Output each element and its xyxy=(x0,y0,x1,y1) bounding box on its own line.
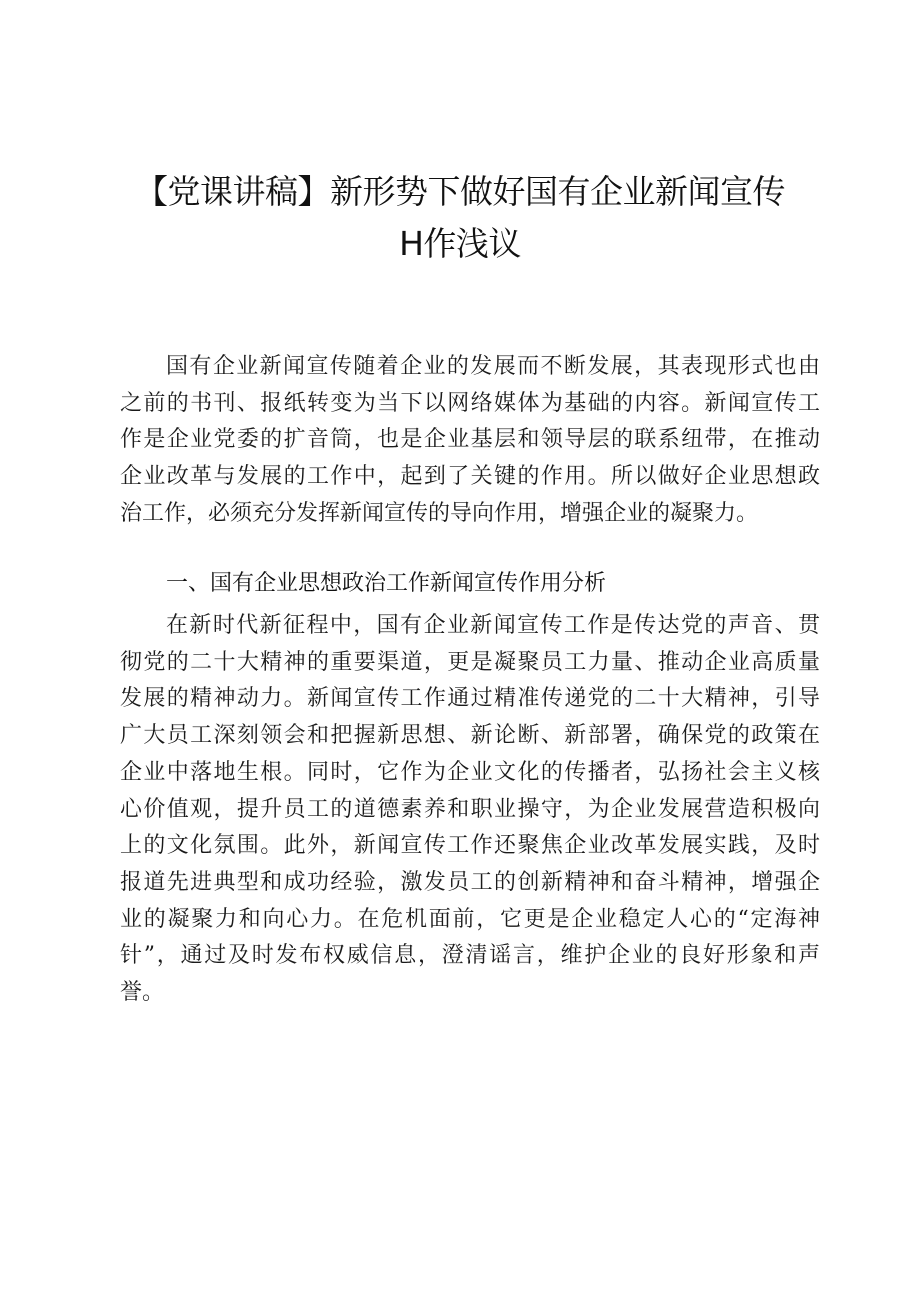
paragraph-line: 上的文化氛围。此外，新闻宣传工作还聚焦企业改革发展实践，及时 xyxy=(120,833,820,859)
document-title-line-2: H作浅议 xyxy=(399,224,521,263)
paragraph-line: 业的凝聚力和向心力。在危机面前，它更是企业稳定人心的“定海神 xyxy=(120,906,820,932)
paragraph-line: 企业中落地生根。同时，它作为企业文化的传播者，弘扬社会主义核 xyxy=(120,759,820,785)
paragraph-line: 心价值观，提升员工的道德素养和职业操守，为企业发展营造积极向 xyxy=(120,796,820,822)
paragraph-line: 针”，通过及时发布权威信息，澄清谣言，维护企业的良好形象和声 xyxy=(120,943,820,969)
paragraph-line: 发展的精神动力。新闻宣传工作通过精准传递党的二十大精神，引导 xyxy=(120,686,820,712)
document-title-line-1: 【党课讲稿】新形势下做好国有企业新闻宣传 xyxy=(135,172,785,211)
paragraph-line: 之前的书刊、报纸转变为当下以网络媒体为基础的内容。新闻宣传工 xyxy=(120,390,820,416)
paragraph-line: 企业改革与发展的工作中，起到了关键的作用。所以做好企业思想政 xyxy=(120,464,820,490)
paragraph-line: 广大员工深刻领会和把握新思想、新论断、新部署，确保党的政策在 xyxy=(120,723,820,749)
paragraph-line: 在新时代新征程中，国有企业新闻宣传工作是传达党的声音、贯 xyxy=(166,613,820,638)
paragraph-line: 治工作，必须充分发挥新闻宣传的导向作用，增强企业的凝聚力。 xyxy=(120,500,759,526)
paragraph-line: 誉。 xyxy=(120,980,165,1006)
paragraph-line: 彻党的二十大精神的重要渠道，更是凝聚员工力量、推动企业高质量 xyxy=(120,649,820,675)
section1-paragraph xyxy=(120,608,820,1012)
paragraph-line: 报道先进典型和成功经验，激发员工的创新精神和奋斗精神，增强企 xyxy=(120,869,820,895)
paragraph-line: 国有企业新闻宣传随着企业的发展而不断发展，其表现形式也由 xyxy=(166,354,820,379)
paragraph-line: 作是企业党委的扩音筒，也是企业基层和领导层的联系纽带，在推动 xyxy=(120,427,820,453)
section-heading: 一、国有企业思想政治工作新闻宣传作用分析 xyxy=(166,571,607,596)
intro-paragraph xyxy=(120,349,820,533)
